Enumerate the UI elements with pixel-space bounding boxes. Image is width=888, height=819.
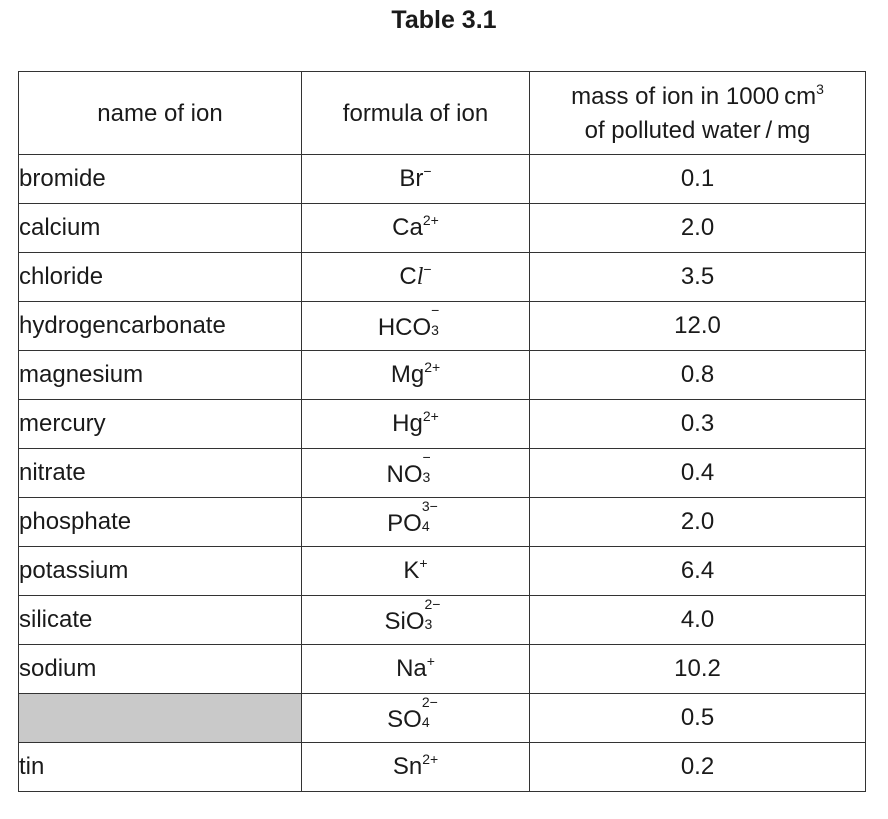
ion-name-cell: hydrogencarbonate [19, 302, 302, 351]
ion-mass-cell: 6.4 [530, 547, 866, 596]
ion-mass-cell: 0.2 [530, 743, 866, 792]
header-mass-line2: of polluted water / mg [584, 116, 811, 144]
ion-mass-cell: 3.5 [530, 253, 866, 302]
formula-subscript: 4 [421, 517, 430, 534]
formula-symbol-italic: l [416, 264, 424, 290]
formula-sub-sup [421, 497, 444, 534]
table-row [19, 253, 866, 302]
table-row [19, 449, 866, 498]
table-row [19, 204, 866, 253]
header-mass-line1: mass of ion in 1000 cm [571, 82, 817, 110]
formula-symbol: SO [387, 705, 422, 733]
formula-subscript: 3 [422, 468, 431, 485]
header-mass-unit-exponent: 3 [816, 80, 824, 97]
ion-name-cell: sodium [19, 645, 302, 694]
shaded-name-cell [19, 694, 302, 743]
table-row [19, 400, 866, 449]
formula-charge: − [423, 261, 432, 277]
table-row [19, 351, 866, 400]
ion-formula-cell [302, 253, 530, 302]
formula-symbol: HCO [377, 313, 432, 341]
ion-name-cell: silicate [19, 596, 302, 645]
table-row [19, 694, 866, 743]
ion-mass-cell: 0.4 [530, 449, 866, 498]
formula-sub-sup [422, 448, 445, 485]
header-mass-of-ion [530, 72, 866, 155]
formula-symbol: Na [396, 655, 427, 682]
formula-symbol: SiO [384, 607, 425, 635]
ion-formula-cell [302, 547, 530, 596]
ion-formula-cell [302, 351, 530, 400]
ion-name-cell: nitrate [19, 449, 302, 498]
formula-subscript: 4 [421, 713, 430, 730]
table-row [19, 596, 866, 645]
formula-symbol: K [403, 557, 420, 584]
formula-symbol: NO [386, 460, 423, 488]
table-row [19, 498, 866, 547]
formula-charge: + [419, 555, 428, 571]
formula-charge: − [422, 448, 431, 465]
formula-subscript: 3 [424, 615, 433, 632]
table-row [19, 743, 866, 792]
ion-formula-cell [302, 743, 530, 792]
ion-table [18, 71, 866, 792]
ion-formula-cell [302, 204, 530, 253]
ion-formula-cell [302, 449, 530, 498]
ion-formula-cell [302, 302, 530, 351]
ion-formula-cell [302, 155, 530, 204]
formula-charge: 2− [421, 693, 438, 710]
formula-symbol: C [399, 263, 417, 290]
ion-name-cell: bromide [19, 155, 302, 204]
formula-sub-sup [424, 595, 447, 632]
header-name-of-ion: name of ion [19, 72, 302, 155]
table-row [19, 155, 866, 204]
ion-formula-cell [302, 400, 530, 449]
formula-symbol: Mg [390, 361, 425, 388]
table-caption: Table 3.1 [391, 6, 497, 34]
ion-mass-cell: 0.5 [530, 694, 866, 743]
formula-charge: − [431, 301, 440, 318]
table-row [19, 302, 866, 351]
ion-mass-cell: 4.0 [530, 596, 866, 645]
ion-name-cell: magnesium [19, 351, 302, 400]
ion-mass-cell: 2.0 [530, 498, 866, 547]
formula-charge: 2+ [422, 212, 439, 228]
formula-symbol: Br [399, 165, 424, 192]
ion-table-body [19, 155, 866, 792]
formula-symbol: PO [387, 509, 422, 537]
ion-formula-cell [302, 596, 530, 645]
formula-sub-sup [421, 693, 444, 730]
ion-mass-cell: 10.2 [530, 645, 866, 694]
formula-charge: 2+ [424, 359, 441, 375]
ion-formula-cell [302, 694, 530, 743]
ion-formula-cell [302, 645, 530, 694]
table-row [19, 645, 866, 694]
table-row [19, 547, 866, 596]
ion-mass-cell: 0.1 [530, 155, 866, 204]
formula-charge: − [423, 163, 432, 179]
ion-mass-cell: 2.0 [530, 204, 866, 253]
formula-symbol: Hg [392, 410, 423, 437]
formula-charge: 2+ [422, 751, 439, 767]
formula-charge: 2+ [422, 408, 439, 424]
formula-subscript: 3 [431, 321, 439, 338]
header-formula-of-ion: formula of ion [302, 72, 530, 155]
ion-name-cell: potassium [19, 547, 302, 596]
header-row [19, 72, 866, 155]
formula-symbol: Ca [392, 214, 423, 241]
ion-mass-cell: 0.8 [530, 351, 866, 400]
formula-charge: 2− [424, 595, 441, 612]
formula-sub-sup [431, 301, 453, 338]
formula-charge: 3− [421, 497, 438, 514]
ion-name-cell: chloride [19, 253, 302, 302]
ion-mass-cell: 0.3 [530, 400, 866, 449]
formula-charge: + [426, 653, 435, 669]
formula-symbol: Sn [392, 753, 423, 780]
ion-name-cell: mercury [19, 400, 302, 449]
ion-mass-cell: 12.0 [530, 302, 866, 351]
ion-name-cell: calcium [19, 204, 302, 253]
ion-name-cell: tin [19, 743, 302, 792]
ion-formula-cell [302, 498, 530, 547]
ion-name-cell: phosphate [19, 498, 302, 547]
